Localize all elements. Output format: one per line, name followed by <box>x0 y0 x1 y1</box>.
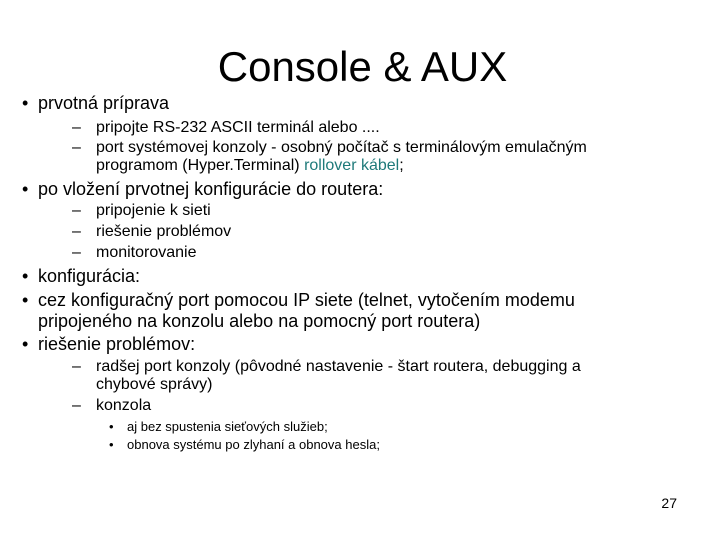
sub-item-continuation <box>96 156 404 175</box>
bullet-marker: • <box>22 93 29 113</box>
dash-marker: – <box>72 202 81 219</box>
dash-marker: – <box>72 244 81 261</box>
bullet-item <box>22 265 141 287</box>
bullet-item <box>22 289 575 311</box>
page-number: 27 <box>661 495 677 511</box>
dash-marker: – <box>72 223 81 240</box>
bullet-text: cez konfiguračný port pomocou IP siete (telnet, vytočením modemu <box>38 290 575 310</box>
bullet-continuation <box>38 310 480 332</box>
highlighted-term: rollover kábel <box>304 157 400 174</box>
bullet-item <box>22 92 170 114</box>
bullet-text: riešenie problémov: <box>38 334 196 354</box>
bullet-marker: • <box>22 290 29 310</box>
sub-item <box>72 138 587 157</box>
sub-text: konzola <box>96 397 152 414</box>
sub-text: riešenie problémov <box>96 223 232 240</box>
sub-item <box>72 243 197 262</box>
sub-sub-text: aj bez spustenia sieťových služieb; <box>127 419 328 434</box>
sub-item <box>72 201 211 220</box>
sub-item <box>72 357 581 376</box>
sub-item <box>72 222 232 241</box>
bullet-marker: • <box>109 437 114 452</box>
bullet-text: prvotná príprava <box>38 93 170 113</box>
bullet-item <box>22 178 384 200</box>
sub-text: port systémovej konzoly - osobný počítač s terminálovým emulačným <box>96 139 587 156</box>
dash-marker: – <box>72 397 81 414</box>
sub-text: pripojte RS-232 ASCII terminál alebo .... <box>96 119 380 136</box>
bullet-marker: • <box>22 266 29 286</box>
dash-marker: – <box>72 119 81 136</box>
dash-marker: – <box>72 358 81 375</box>
sub-text: monitorovanie <box>96 244 197 261</box>
bullet-text: pripojeného na konzolu alebo na pomocný port routera) <box>38 311 481 331</box>
sub-item-continuation <box>96 375 213 394</box>
bullet-item <box>22 333 196 355</box>
sub-text: programom (Hyper.Terminal) <box>96 157 305 174</box>
bullet-marker: • <box>109 419 114 434</box>
slide-title: Console & AUX <box>217 43 508 90</box>
sub-sub-item <box>109 419 328 435</box>
bullet-text: po vložení prvotnej konfigurácie do routera: <box>38 179 384 199</box>
sub-sub-text: obnova systému po zlyhaní a obnova hesla; <box>127 437 380 452</box>
sub-item <box>72 118 380 137</box>
bullet-text: konfigurácia: <box>38 266 141 286</box>
sub-item <box>72 396 152 415</box>
sub-text: radšej port konzoly (pôvodné nastavenie - štart routera, debugging a <box>96 358 581 375</box>
bullet-marker: • <box>22 334 29 354</box>
bullet-marker: • <box>22 179 29 199</box>
sub-text: chybové správy) <box>96 376 213 393</box>
sub-text: pripojenie k sieti <box>96 202 211 219</box>
sub-text: ; <box>399 157 404 174</box>
sub-sub-item <box>109 437 380 453</box>
dash-marker: – <box>72 139 81 156</box>
